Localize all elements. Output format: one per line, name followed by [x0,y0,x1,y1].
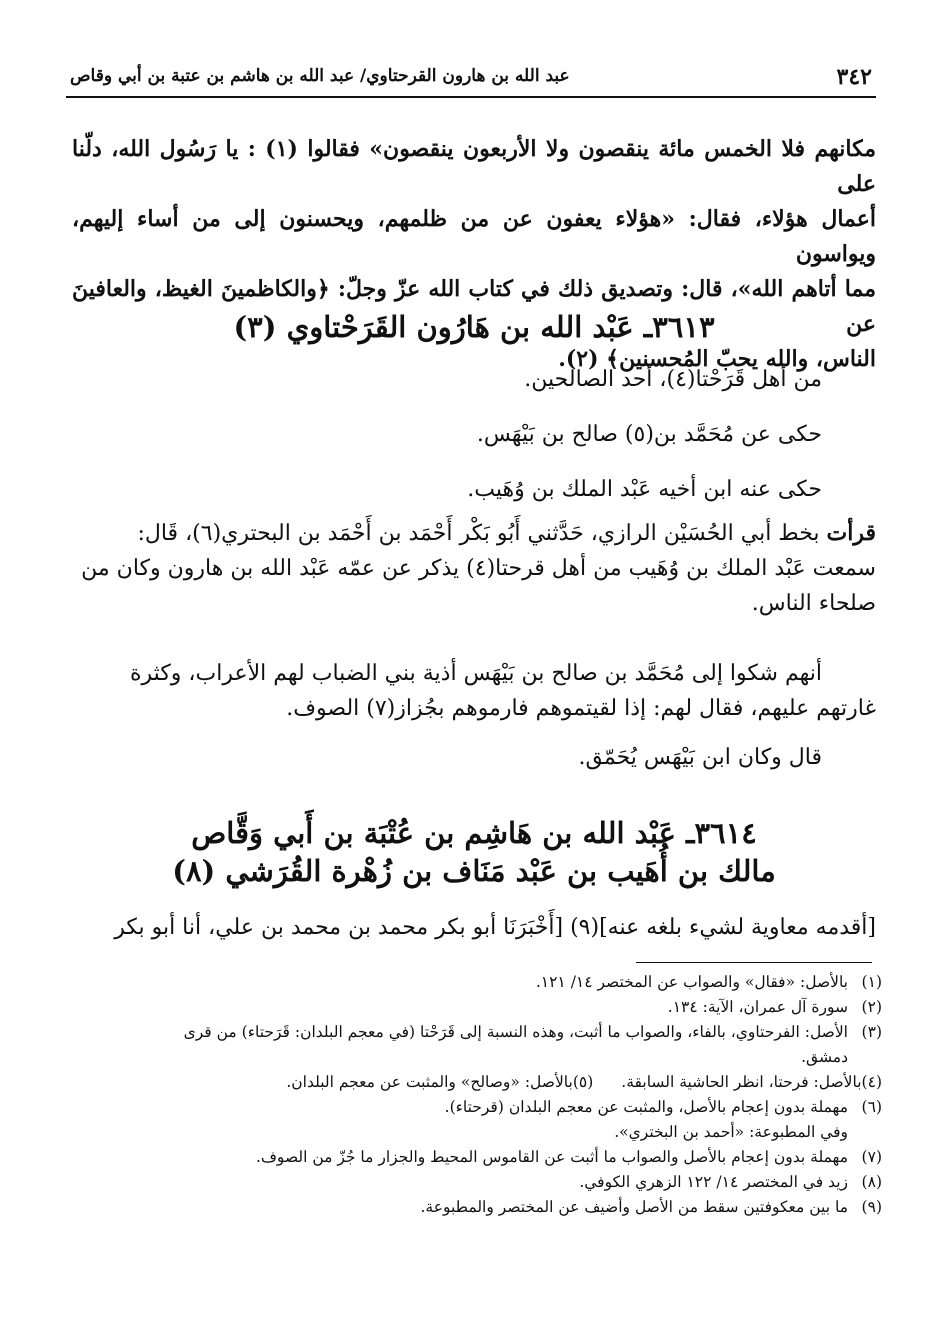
entry-3614-body [72,910,876,945]
text-line: من أهل قَرَحْتا(٤)، أحد الصالحين. [524,367,822,392]
entry-title-3614 [72,814,876,890]
story-paragraph [72,656,876,775]
text-line [72,516,876,551]
footnote-7 [72,1145,882,1170]
footnote-3 [72,1020,882,1045]
footnote-number: (٧) [861,1148,882,1166]
title-line: ٣٦١٤ـ عَبْد الله بن هَاشِم بن عُتْبَة بن أَبي وَقَّاص [191,816,757,850]
footnote-text: زيد في المختصر ١٤/ ١٢٢ الزهري الكوفي. [579,1173,848,1191]
footnote-1 [72,970,882,995]
text-line: أنهم شكوا إلى مُحَمَّد بن صالح بن بَيْهَس أذية بني الضباب لهم الأعراب، وكثرة [130,661,822,686]
footnote-text: ما بين معكوفتين سقط من الأصل وأضيف عن المختصر والمطبوعة. [420,1198,848,1216]
entry-3613-body [72,362,876,507]
footnote-text: مهملة بدون إعجام بالأصل والصواب ما أثبت عن القاموس المحيط والجزار ما جُزّ من الصوف. [255,1148,848,1166]
text-line: سمعت عَبْد الملك بن وُهَيب من أهل قرحتا(٤) يذكر عن عمّه عَبْد الله بن هارون وكان من [81,556,876,581]
title-line: مالك بن أُهَيب بن عَبْد مَنَاف بن زُهْرة القُرَشي (٨) [172,854,776,888]
footnote-number: (٤) [861,1073,882,1091]
footnote-number: (٢) [861,998,882,1016]
footnote-4 [621,1070,882,1095]
text-line: حكى عن مُحَمَّد بن(٥) صالح بن بَيْهَس. [476,422,822,447]
footnotes [72,970,882,1220]
footnote-text: بالأصل: «وصالح» والمثبت عن معجم البلدان. [286,1073,573,1091]
running-title: عبد الله بن هارون القرحتاوي/ عبد الله بن هاشم بن عتبة بن أبي وقاص [70,66,570,86]
footnote-text: بالأصل: «فقال» والصواب عن المختصر ١٤/ ١٢١. [535,973,848,991]
text-line: مكانهم فلا الخمس مائة ينقصون ولا الأربعون ينقصون» فقالوا (١) : يا رَسُول الله، دلّنا على [72,136,877,197]
footnote-number: (٦) [861,1098,882,1116]
text-line: أعمال هؤلاء، فقال: «هؤلاء يعفون عن من ظلمهم، ويحسنون إلى من أساء إليهم، ويواسون [72,206,876,267]
footnote-text: سورة آل عمران، الآية: ١٣٤. [667,998,848,1016]
footnote-8 [72,1170,882,1195]
entry-title-3613: ٣٦١٣ـ عَبْد الله بن هَارُون القَرَحْتاوي (٣) [233,310,715,344]
footnote-5 [286,1070,593,1095]
footnote-divider [636,962,872,963]
text-line: قال وكان ابن بَيْهَس يُحَمّق. [578,745,822,770]
text-line: الناس، والله يحبّ المُحسنين﴾ (٢). [558,346,876,372]
footnote-number: (٩) [861,1198,882,1216]
footnote-number: (٥) [572,1073,594,1091]
footnote-2 [72,995,882,1020]
text-line: حكى عنه ابن أخيه عَبْد الملك بن وُهَيب. [467,477,822,502]
footnote-number: (٨) [861,1173,882,1191]
text-span: بخط أبي الحُسَيْن الرازي، حَدَّثني أَبُو بَكْر أَحْمَد بن أَحْمَد بن البحتري(٦)، قَال: [137,521,820,546]
page-header [66,62,876,98]
footnote-row-4-5 [72,1070,882,1095]
footnote-9 [72,1195,882,1220]
footnote-6 [72,1095,882,1120]
footnote-text: بالأصل: فرحتا، انظر الحاشية السابقة. [621,1073,862,1091]
qara-paragraph [72,516,876,621]
footnote-number: (١) [861,973,882,991]
text-line: صلحاء الناس. [751,591,876,616]
footnote-continuation: وفي المطبوعة: «أحمد بن البختري». [614,1123,848,1141]
footnote-number: (٣) [861,1023,882,1041]
page-number: ٣٤٢ [836,64,872,90]
footnote-continuation: دمشق. [801,1048,848,1066]
footnote-text: الأصل: الفرحتاوي، بالفاء، والصواب ما أثبت، وهذه النسبة إلى قَرَحْتا (في معجم البلدان: قَرَحتاء) من قرى [183,1023,848,1041]
text-line: [أقدمه معاوية لشيء بلغه عنه](٩) [أَخْبَرَنَا أبو بكر محمد بن محمد بن علي، أنا أبو بكر [114,915,876,940]
text-line: مما أتاهم الله»، قال: وتصديق ذلك في كتاب الله عزّ وجلّ: ﴿والكاظمينَ الغيظ، والعافينَ عن [72,276,876,337]
footnote-text: مهملة بدون إعجام بالأصل، والمثبت عن معجم البلدان (قرحتاء). [444,1098,848,1116]
text-line: غارتهم عليهم، فقال لهم: إذا لقيتموهم فارموهم بجُزاز(٧) الصوف. [286,696,876,721]
qara-lead: قرأت [826,520,876,546]
